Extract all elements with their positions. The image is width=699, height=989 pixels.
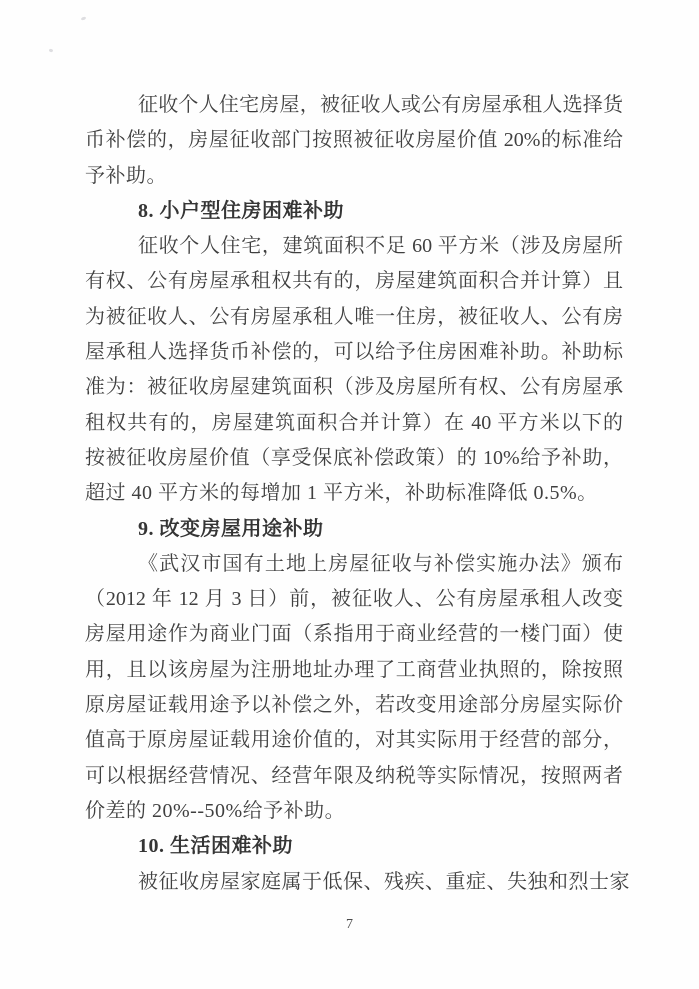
text-line: 征收个人住宅，建筑面积不足 60 平方米（涉及房屋所 [138, 235, 623, 258]
text-line: 予补助。 [85, 164, 167, 187]
page-number: 7 [346, 917, 353, 932]
text-line: 为被征收人、公有房屋承租人唯一住房，被征收人、公有房 [85, 305, 623, 328]
text-line: 币补偿的，房屋征收部门按照被征收房屋价值 20%的标准给 [85, 129, 623, 152]
text-line: 被征收房屋家庭属于低保、残疾、重症、失独和烈士家 [138, 870, 630, 893]
text-line: 原房屋证载用途予以补偿之外，若改变用途部分房屋实际价 [85, 694, 623, 717]
text-line: 征收个人住宅房屋，被征收人或公有房屋承租人选择货 [138, 94, 623, 116]
section-heading: 10. 生活困难补助 [138, 835, 293, 858]
text-line: 准为：被征收房屋建筑面积（涉及房屋所有权、公有房屋承 [85, 376, 623, 399]
page-body-text [85, 88, 630, 900]
text-line: 房屋用途作为商业门面（系指用于商业经营的一楼门面）使 [85, 623, 623, 646]
text-line: 《武汉市国有土地上房屋征收与补偿实施办法》颁布 [138, 552, 623, 575]
text-line: 租权共有的，房屋建筑面积合并计算）在 40 平方米以下的 [85, 411, 623, 434]
text-line: 用，且以该房屋为注册地址办理了工商营业执照的，除按照 [85, 658, 623, 681]
scan-speck [49, 49, 54, 53]
text-line: 值高于原房屋证载用途价值的，对其实际用于经营的部分， [85, 729, 623, 752]
text-line: 价差的 20%--50%给予补助。 [85, 799, 346, 822]
section-heading: 9. 改变房屋用途补助 [138, 517, 324, 540]
text-line: 有权、公有房屋承租权共有的，房屋建筑面积合并计算）且 [85, 270, 623, 293]
text-line: 按被征收房屋价值（享受保底补偿政策）的 10%给予补助， [85, 446, 623, 469]
section-heading: 8. 小户型住房困难补助 [138, 199, 344, 222]
text-line: 可以根据经营情况、经营年限及纳税等实际情况，按照两者 [85, 764, 623, 787]
text-line: 超过 40 平方米的每增加 1 平方米，补助标准降低 0.5%。 [85, 482, 598, 505]
scan-speck [81, 16, 87, 21]
text-line: （2012 年 12 月 3 日）前，被征收人、公有房屋承租人改变 [85, 588, 623, 611]
text-line: 屋承租人选择货币补偿的，可以给予住房困难补助。补助标 [85, 341, 623, 364]
